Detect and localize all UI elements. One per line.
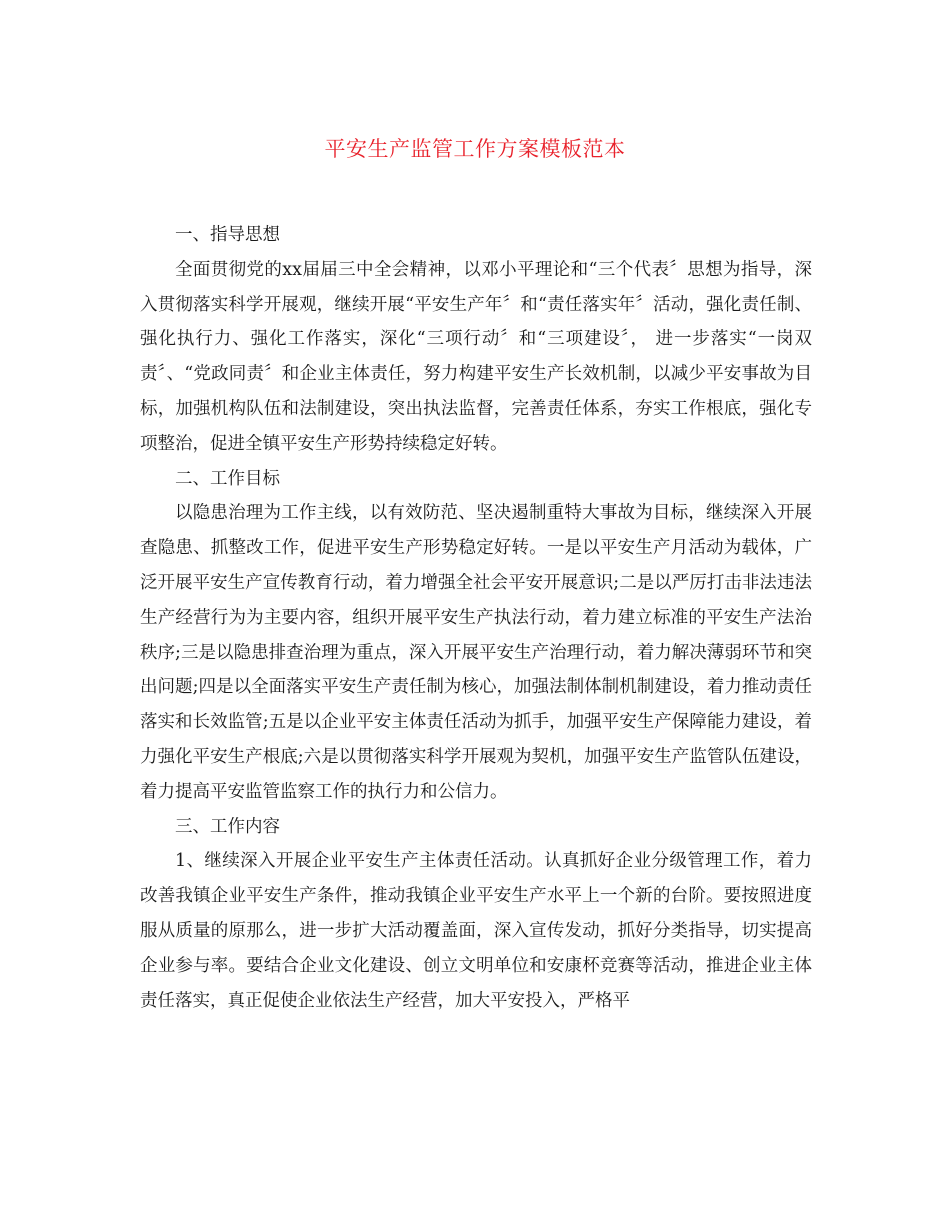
document-body [140,218,812,1018]
section-heading-guiding-ideology: 一、指导思想 [175,225,280,245]
section-heading-work-goals: 二、工作目标 [175,468,280,489]
paragraph-work-content-1: 1、继续深入开展企业平安生产主体责任活动。认真抓好企业分级管理工作，着力改善我镇企业平安生产条件，推动我镇企业平安生产水平上一个新的台阶。要按照进度服从质量的原那么，进一步扩大活动覆盖面，深入宣传发动，抓好分类指导，切实提高企业参与率。要结合企业文化建设、创立文明单位和安康杯竞赛等活动，推进企业主体责任落实，真正促使企业依法生产经营，加大平安投入，严格平 [140,851,812,1011]
document-title: 平安生产监管工作方案模板范本 [324,137,626,161]
paragraph-work-goals: 以隐患治理为工作主线，以有效防范、坚决遏制重特大事故为目标，继续深入开展查隐患、抓整改工作，促进平安生产形势稳定好转。一是以平安生产月活动为载体，广泛开展平安生产宣传教育行动，着力增强全社会平安开展意识;二是以严厉打击非法违法生产经营行为为主要内容，组织开展平安生产执法行动，着力建立标准的平安生产法治秩序;三是以隐患排查治理为重点，深入开展平安生产治理行动，着力解决薄弱环节和突出问题;四是以全面落实平安生产责任制为核心，加强法制体制机制建设，着力推动责任落实和长效监管;五是以企业平安主体责任活动为抓手，加强平安生产保障能力建设，着力强化平安生产根底;六是以贯彻落实科学开展观为契机，加强平安生产监管队伍建设，着力提高平安监管监察工作的执行力和公信力。 [140,503,812,802]
section-heading-work-content: 三、工作内容 [175,816,280,837]
paragraph-guiding-ideology: 全面贯彻党的xx届届三中全会精神，以邓小平理论和“三个代表〞思想为指导，深入贯彻落实科学开展观，继续开展“平安生产年〞和“责任落实年〞活动，强化责任制、强化执行力、强化工作落实，深化“三项行动〞和“三项建设〞， 进一步落实“一岗双责〞、“党政同责〞和企业主体责任，努力构建平安生产长效机制，以减少平安事故为目标，加强机构队伍和法制建设，突出执法监督，完善责任体系，夯实工作根底，强化专项整治，促进全镇平安生产形势持续稳定好转。 [140,259,812,454]
